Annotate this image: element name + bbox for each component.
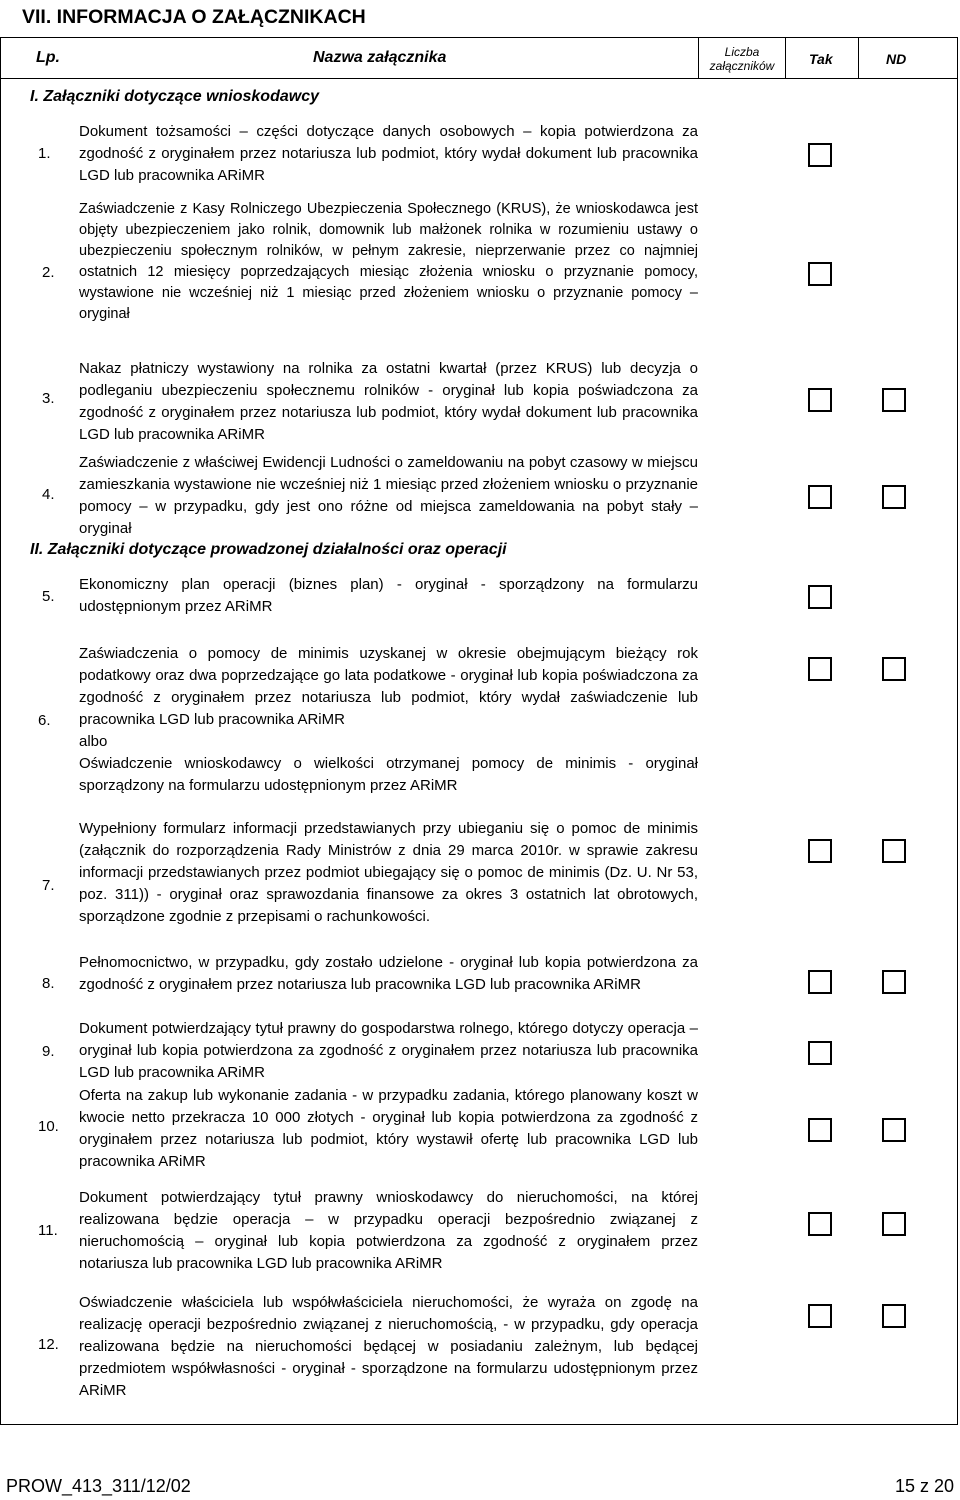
item-number: 4. [42, 486, 55, 503]
section-heading-applicant: I. Załączniki dotyczące wnioskodawcy [30, 88, 319, 105]
yes-checkbox[interactable] [808, 970, 832, 994]
yes-checkbox[interactable] [808, 585, 832, 609]
item-description: Pełnomocnictwo, w przypadku, gdy zostało udzielone - oryginał lub kopia potwierdzona za zgodność z oryginałem przez notariusza lub pracownika LGD lub pracownika ARiMR [79, 954, 698, 993]
yes-checkbox[interactable] [808, 485, 832, 509]
header-name: Nazwa załącznika [313, 49, 447, 66]
item-description: Zaświadczenie z Kasy Rolniczego Ubezpieczenia Społecznego (KRUS), że wnioskodawca jest objęty ubezpieczeniem jako rolnik, domownik lub małżonek rolnika w rozumieniu ustawy o ubezpieczeniu społecznym rolników, w pełnym zakresie, nieprzerwanie przez co najmniej ostatnich 12 miesięcy poprzedzających miesiąc złożenia wniosku o przyznanie pomocy, wystawione nie wcześniej niż 1 miesiąc przed złożeniem wniosku o przyznanie pomocy – oryginał [79, 201, 698, 322]
na-checkbox[interactable] [882, 657, 906, 681]
item-text-part: Oświadczenie wnioskodawcy o wielkości otrzymanej pomocy de minimis - oryginał sporządzony na formularzu udostępnionym przez ARiMR [79, 755, 698, 794]
yes-checkbox[interactable] [808, 262, 832, 286]
yes-checkbox[interactable] [808, 1304, 832, 1328]
yes-checkbox[interactable] [808, 1118, 832, 1142]
item-number: 1. [38, 145, 51, 162]
document-code: PROW_413_311/12/02 [6, 1476, 191, 1496]
na-checkbox[interactable] [882, 388, 906, 412]
item-text-part: Zaświadczenia o pomocy de minimis uzyskanej w okresie obejmującym bieżący rok podatkowy oraz dwa poprzedzające go lata podatkowe - oryginał lub kopia poświadczona za zgodność z oryginałem przez notariusza lub podmiot, który wydał zaświadczenie lub pracownika LGD lub pracownika ARiMR [79, 645, 698, 728]
na-checkbox[interactable] [882, 1212, 906, 1236]
item-number: 12. [38, 1336, 59, 1353]
header-count-line1: Liczba [724, 45, 760, 59]
header-na: ND [886, 51, 907, 67]
item-number: 5. [42, 588, 55, 605]
header-lp: Lp. [36, 49, 60, 66]
page-number: 15 z 20 [894, 1476, 954, 1496]
item-number: 11. [38, 1222, 58, 1239]
item-number: 3. [42, 390, 55, 407]
na-checkbox[interactable] [882, 970, 906, 994]
item-description: Zaświadczenie z właściwej Ewidencji Ludności o zameldowaniu na pobyt czasowy w miejscu zamieszkania wystawione nie wcześniej niż 1 miesiąc przed złożeniem wniosku o przyznanie pomocy – w przypadku, gdy jest ono różne od miejsca zameldowania na pobyt stały – oryginał [79, 454, 698, 537]
item-description: Dokument potwierdzający tytuł prawny do gospodarstwa rolnego, którego dotyczy operacja – oryginał lub kopia potwierdzona za zgodność z oryginałem przez notariusza lub pracownika LGD lub pracownika ARiMR [79, 1020, 698, 1081]
section-heading-operation: II. Załączniki dotyczące prowadzonej działalności oraz operacji [30, 541, 507, 558]
yes-checkbox[interactable] [808, 657, 832, 681]
header-yes: Tak [809, 51, 833, 67]
item-number: 9. [42, 1043, 55, 1060]
item-description: Dokument potwierdzający tytuł prawny wnioskodawcy do nieruchomości, na której realizowana będzie operacja – w przypadku operacji bezpośrednio związanej z nieruchomością – oryginał lub kopia potwierdzona za zgodność z oryginałem przez notariusza lub pracownika LGD lub pracownika ARiMR [79, 1189, 698, 1272]
item-number: 10. [38, 1118, 59, 1135]
header-count-line2: załączników [709, 59, 775, 73]
item-number: 8. [42, 975, 55, 992]
item-description [79, 643, 698, 797]
item-number: 6. [38, 712, 51, 729]
item-description: Wypełniony formularz informacji przedstawianych przy ubieganiu się o pomoc de minimis (załącznik do rozporządzenia Rady Ministrów z dnia 29 marca 2010r. w sprawie zakresu informacji przedstawianych przez podmiot ubiegający się o pomoc de minimis (Dz. U. Nr 53, poz. 311)) - oryginał oraz sprawozdania finansowe za okres 3 ostatnich lat obrotowych, sporządzone zgodnie z przepisami o rachunkowości. [79, 820, 698, 925]
header-divider [0, 78, 958, 79]
na-checkbox[interactable] [882, 1304, 906, 1328]
yes-checkbox[interactable] [808, 143, 832, 167]
column-divider [858, 37, 859, 78]
yes-checkbox[interactable] [808, 388, 832, 412]
na-checkbox[interactable] [882, 485, 906, 509]
item-description: Oświadczenie właściciela lub współwłaściciela nieruchomości, że wyraża on zgodę na realizację operacji bezpośrednio związanej z nieruchomością, - w przypadku, gdy operacja realizowana będzie na nieruchomości będącej w posiadaniu zależnym, lub będącej przedmiotem współwłasności - oryginał - sporządzone na formularzu udostępnionym przez ARiMR [79, 1294, 698, 1399]
na-checkbox[interactable] [882, 1118, 906, 1142]
page-title: VII. INFORMACJA O ZAŁĄCZNIKACH [22, 6, 366, 28]
yes-checkbox[interactable] [808, 1212, 832, 1236]
item-description: Oferta na zakup lub wykonanie zadania - w przypadku zadania, którego planowany koszt w kwocie netto przekracza 10 000 złotych - oryginał lub kopia potwierdzona za zgodność z oryginałem przez notariusza lub podmiot, który wystawił ofertę lub pracownika LGD lub pracownika ARiMR [79, 1087, 698, 1170]
item-number: 2. [42, 264, 55, 281]
item-number: 7. [42, 877, 55, 894]
column-divider [785, 37, 786, 78]
item-description: Dokument tożsamości – części dotyczące danych osobowych – kopia potwierdzona za zgodność z oryginałem przez notariusza lub podmiot, który wydał dokument lub pracownika LGD lub pracownika ARiMR [79, 123, 698, 184]
yes-checkbox[interactable] [808, 839, 832, 863]
item-description: Nakaz płatniczy wystawiony na rolnika za ostatni kwartał (przez KRUS) lub decyzja o podleganiu ubezpieczeniu społecznemu rolników - oryginał lub kopia poświadczona za zgodność z oryginałem przez notariusza lub podmiot, który wydał dokument lub pracownika LGD lub pracownika ARiMR [79, 360, 698, 443]
yes-checkbox[interactable] [808, 1041, 832, 1065]
item-text-part: albo [79, 733, 108, 750]
na-checkbox[interactable] [882, 839, 906, 863]
header-count [699, 45, 785, 73]
item-description: Ekonomiczny plan operacji (biznes plan) - oryginał - sporządzony na formularzu udostępnionym przez ARiMR [79, 576, 698, 615]
